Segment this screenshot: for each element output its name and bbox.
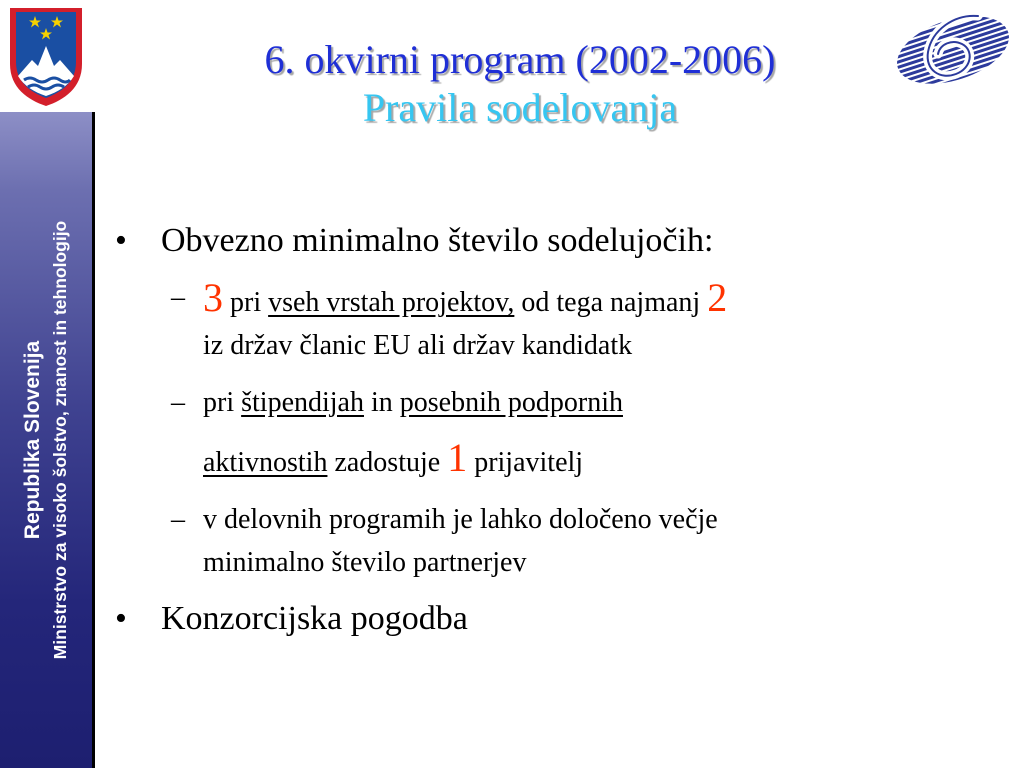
text-run: pri <box>230 287 262 318</box>
text-run: minimalno število partnerjev <box>203 547 527 578</box>
dash-icon: – <box>171 387 185 418</box>
sidebar-band <box>0 112 95 768</box>
slide-content <box>115 218 995 642</box>
bullet-item <box>115 596 995 642</box>
sidebar-country-label: Republika Slovenija <box>21 340 44 540</box>
text-run: v delovnih programih je lahko določeno večje <box>203 504 718 535</box>
dash-icon: – <box>171 504 185 535</box>
bullet-dot-icon: • <box>115 222 127 259</box>
underlined-term: aktivnostih <box>203 447 328 478</box>
sidebar-ministry-label: Ministrstvo za visoko šolstvo, znanost in tehnologijo <box>50 220 70 660</box>
sub-bullet-item <box>115 375 995 490</box>
title-line-1: 6. okvirni program (2002-2006) <box>264 37 776 82</box>
sidebar-text <box>19 135 73 745</box>
text-run: in <box>370 387 393 418</box>
highlight-number: 2 <box>707 275 728 320</box>
bullet-text: Obvezno minimalno število sodelujočih: <box>161 222 714 259</box>
sub-bullet-item <box>115 276 995 367</box>
text-run: pri <box>203 387 235 418</box>
bullet-item <box>115 218 995 264</box>
fp6-logo-icon <box>892 8 1014 88</box>
bullet-text: Konzorcijska pogodba <box>161 600 468 637</box>
slide-title <box>140 36 900 132</box>
underlined-term: posebnih podpornih <box>399 387 623 418</box>
slovenia-coat-of-arms-icon <box>4 2 88 108</box>
underlined-term: vseh vrstah projektov, <box>268 287 515 318</box>
text-run: od tega najmanj <box>521 287 701 318</box>
bullet-dot-icon: • <box>115 600 127 637</box>
underlined-term: štipendijah <box>241 387 364 418</box>
dash-icon: – <box>171 282 185 313</box>
text-run: prijavitelj <box>474 447 584 478</box>
text-run: zadostuje <box>334 447 441 478</box>
sub-bullet-item <box>115 498 995 584</box>
text-run: iz držav članic EU ali držav kandidatk <box>203 330 633 361</box>
highlight-number: 3 <box>203 275 223 320</box>
highlight-number: 1 <box>447 435 468 480</box>
title-line-2: Pravila sodelovanja <box>362 85 678 130</box>
